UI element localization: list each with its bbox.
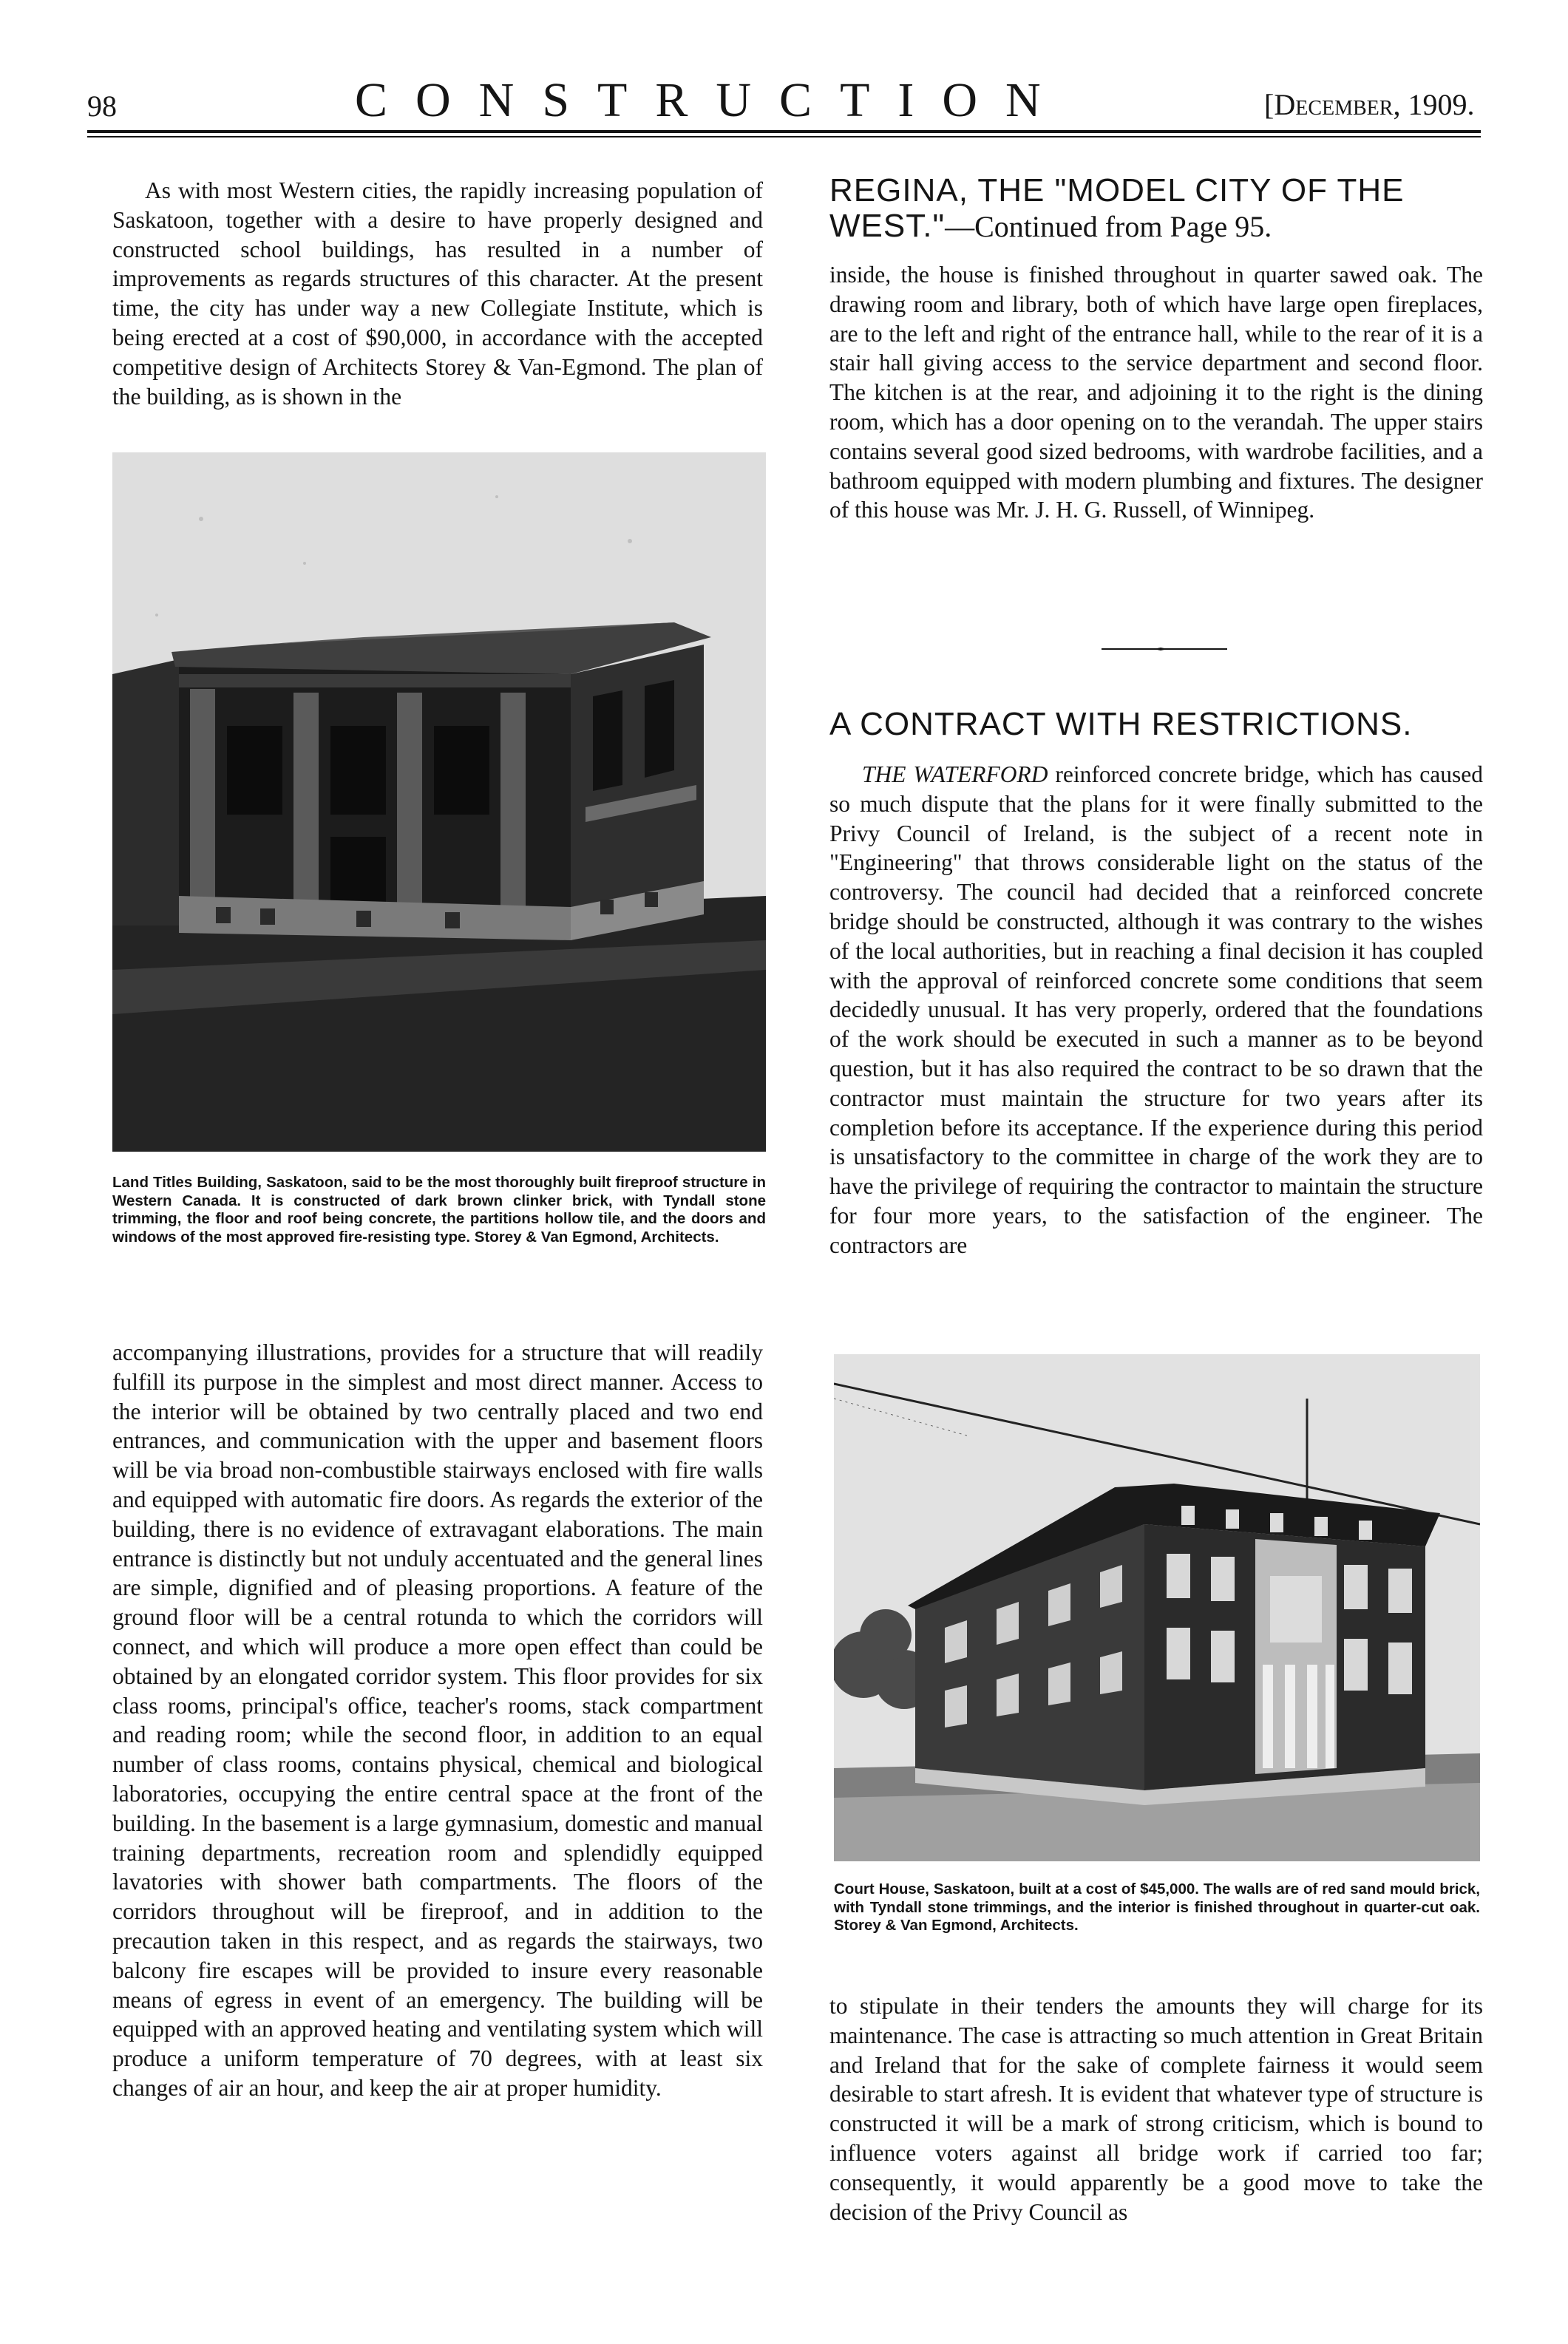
left-intro-paragraph: As with most Western cities, the rapidly increasing population of Saskatoon, together with a desire to have properly designed and constructed school buildings, has resulted in a number of improvements as regards structures of this character. At the present time, the city has under way a new Collegiate Institute, which is being erected at a cost of $90,000, in accordance with the accepted competitive design of Architects Storey & Van-Egmond. The plan of the building, as is shown in the: [112, 177, 763, 410]
land-titles-caption-text: Land Titles Building, Saskatoon, said to be the most thoroughly built fireproof structure in Western Canada. It is constructed of dark brown clinker brick, with Tyndall stone trimming, the floor and roof being concrete, the partitions hollow tile, and the doors and windows of the most approved fire-resisting type. Storey & Van Egmond, Architects.: [112, 1174, 766, 1246]
regina-article: [829, 260, 1483, 525]
section-divider-ornament: [1102, 648, 1227, 650]
regina-continued-note: —Continued from Page 95.: [945, 210, 1272, 243]
court-house-photo: [834, 1354, 1480, 1861]
contract-headline: A CONTRACT WITH RESTRICTIONS.: [829, 706, 1413, 742]
regina-headline: [829, 173, 1495, 245]
issue-bracket: [: [1264, 88, 1275, 121]
contract-paragraph-text: reinforced concrete bridge, which has caused so much dispute that the plans for it were finally submitted to the Privy Council of Ireland, is the subject of a recent note in "Engineering" that throws considerable light on the status of the controversy. The council had decided that a reinforced concrete bridge should be constructed, although it was contrary to the wishes of the local authorities, but in reaching a final decision it has coupled with the approval of reinforced concrete some conditions that seem decidedly unusual. It has very properly, ordered that the foundations of the work should be executed in such a manner as to be beyond question, but it has also required the contract to be so drawn that the contractor must maintain the structure for two years after its completion before its acceptance. If the experience during this period is unsatisfactory to the committee in charge of the work they are to have the privilege of requiring the contractor to maintain the structure for four more years, to the satisfaction of the engineer. The contractors are: [829, 761, 1483, 1258]
contract-article: [829, 760, 1483, 1260]
contract-continued-paragraph: to stipulate in their tenders the amounts they will charge for its maintenance. The case is attracting so much attention in Great Britain and Ireland that for the sake of complete fairness it would seem desirable to start afresh. It is evident that whatever type of structure is constructed it will be a mark of strong criticism, which is bound to influence voters against all bridge work if carried too far; consequently, it would apparently be a good move to take the decision of the Privy Council as: [829, 1993, 1483, 2225]
left-intro-article: [112, 176, 763, 411]
issue-month: December: [1274, 88, 1394, 121]
land-titles-building-illustration: [112, 452, 766, 1152]
court-house-illustration: [834, 1354, 1480, 1861]
issue-date: [1264, 87, 1474, 122]
land-titles-caption: [112, 1174, 766, 1246]
court-house-caption: [834, 1881, 1480, 1935]
issue-year: , 1909.: [1393, 88, 1475, 121]
magazine-title: CONSTRUCTION: [355, 73, 1069, 127]
left-continued-article: [112, 1338, 763, 2103]
regina-paragraph: inside, the house is finished throughout in quarter sawed oak. The drawing room and library, both of which have large open fireplaces, are to the left and right of the entrance hall, while to the rear of it is a stair hall giving access to the service department and second floor. The kitchen is at the rear, and adjoining it to the right is the dining room, which has a door opening on to the verandah. The upper stairs contains several good sized bedrooms, with wardrobe facilities, and a bathroom equipped with modern plumbing and fixtures. The designer of this house was Mr. J. H. G. Russell, of Winnipeg.: [829, 262, 1483, 523]
left-continued-paragraph: accompanying illustrations, provides for a structure that will readily fulfill its purpose in the simplest and most direct manner. Access to the interior will be obtained by two centrally placed and two end entrances, and communication with the upper and basement floors will be via broad non-combustible stairways enclosed with fire walls and equipped with automatic fire doors. As regards the exterior of the building, there is no evidence of extravagant elaborations. The main entrance is distinctly but not unduly accentuated and the general lines are simple, dignified and of pleasing proportions. A feature of the ground floor will be a central rotunda to which the corridors will connect, and which will produce a more open effect than could be obtained by an elongated corridor system. This floor provides for six class rooms, principal's office, teacher's rooms, stack compartment and reading room; while the second floor, in addition to an equal number of class rooms, contains physical, chemical and biological laboratories, occupying the entire central space at the front of the building. In the basement is a large gymnasium, domestic and manual training departments, recreation room and splendidly equipped lavatories with shower bath compartments. The floors of the corridors throughout will be fireproof, and in addition to the precaution taken in this respect, and as regards the stairways, two balcony fire escapes will be provided to insure every reasonable means of egress in event of an emergency. The building will be equipped with an approved heating and ventilating system which will produce a uniform temperature of 70 degrees, with at least six changes of air an hour, and keep the air at proper humidity.: [112, 1339, 763, 2101]
land-titles-photo: [112, 452, 766, 1152]
regina-headline-title: REGINA, THE "MODEL CITY OF THE WEST.": [829, 172, 1405, 244]
contract-paragraph: [829, 760, 1483, 1260]
page-number: 98: [87, 89, 117, 123]
court-house-caption-text: Court House, Saskatoon, built at a cost of $45,000. The walls are of red sand mould brick, with Tyndall stone trimmings, and the interior is finished throughout in quarter-cut oak. Storey & Van Egmond, Architects.: [834, 1881, 1480, 1934]
header-rule-top: [87, 130, 1481, 133]
header-rule-bottom: [87, 136, 1481, 137]
contract-continued-article: [829, 1991, 1483, 2226]
contract-lead-phrase: THE WATERFORD: [862, 761, 1048, 787]
